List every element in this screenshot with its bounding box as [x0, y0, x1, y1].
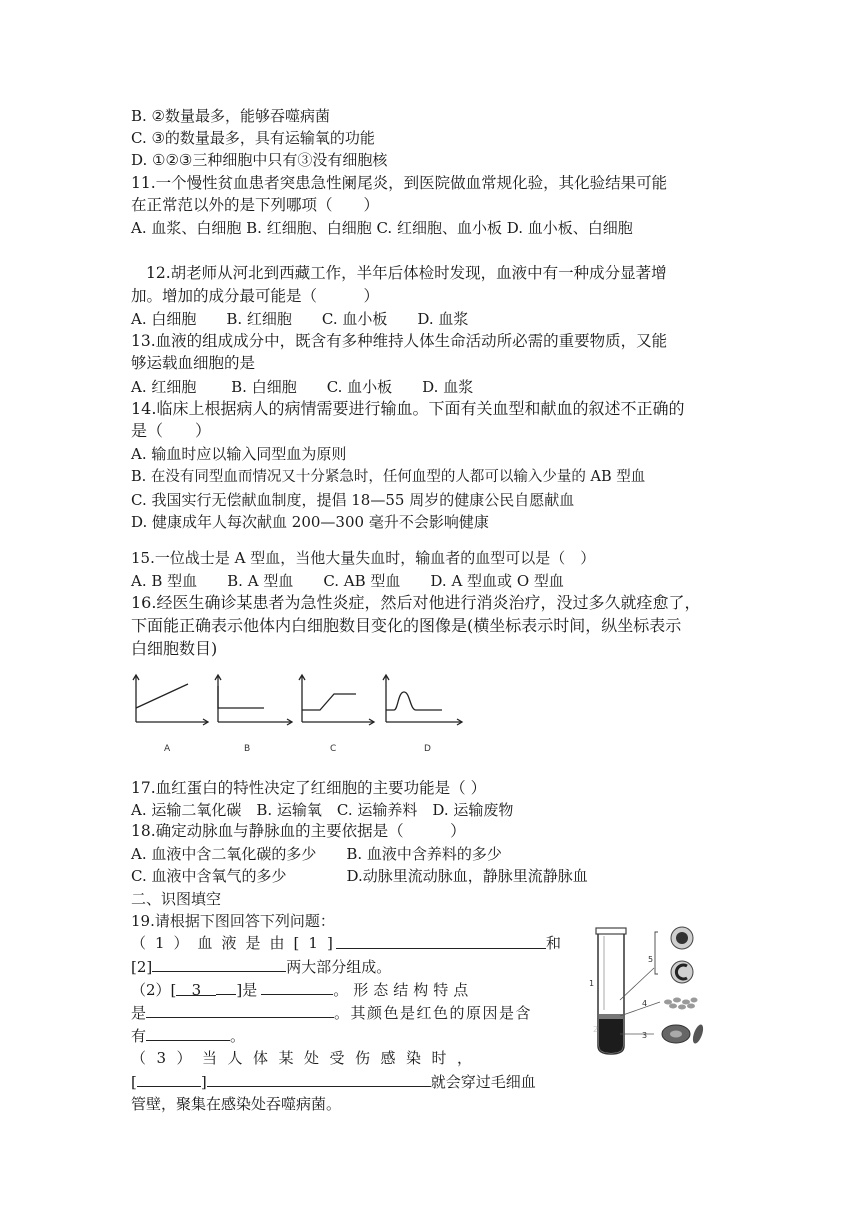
question-14-stem-cont: 是（ ） — [131, 421, 212, 440]
question-18-options-ab: A. 血液中含二氧化碳的多少 B. 血液中含养料的多少 — [131, 845, 502, 863]
question-15-stem: 15.一位战士是 A 型血，当他大量失血时，输血者的血型可以是（ ） — [131, 549, 596, 567]
q19-part2-period: 。 — [230, 1027, 246, 1045]
q19-part1-line2 — [131, 955, 391, 978]
answer-blank-1[interactable] — [336, 932, 546, 949]
graph-label-a: A — [164, 744, 171, 754]
q19-part1-line1 — [131, 932, 561, 954]
question-17-options: A. 运输二氧化碳 B. 运输氧 C. 运输养料 D. 运输废物 — [131, 801, 514, 819]
question-11-stem: 11.一个慢性贫血患者突患急性阑尾炎，到医院做血常规化验，其化验结果可能 — [131, 174, 668, 192]
q19-part2-line1 — [131, 978, 561, 1001]
question-19-stem: 19.请根据下图回答下列问题： — [131, 912, 335, 930]
q19-part3-line3: 管壁，聚集在感染处吞噬病菌。 — [131, 1095, 342, 1113]
graph-label-c: C — [330, 744, 337, 754]
q19-part1-and: 和 — [545, 934, 561, 952]
label-1: 1 — [589, 979, 595, 988]
q19-part2-line3 — [131, 1024, 245, 1047]
question-17-stem: 17.血红蛋白的特性决定了红细胞的主要功能是（ ） — [131, 779, 487, 797]
answer-blank-6[interactable] — [146, 1024, 230, 1041]
answer-blank-4[interactable] — [261, 978, 333, 995]
graph-b — [212, 672, 294, 728]
section-heading: 二、识图填空 — [131, 890, 222, 908]
q19-part1-label2: [2] — [131, 958, 153, 976]
q19-part2-bracket-underline — [216, 978, 236, 995]
question-16-stem: 16.经医生确诊某患者为急性炎症，然后对他进行消炎治疗，没过多久就痊愈了， — [131, 593, 701, 612]
q19-part3-line1 — [131, 1047, 483, 1069]
question-18-options-cd: C. 血液中含氧气的多少 D.动脉里流动脉血，静脉里流静脉血 — [131, 867, 588, 885]
q19-part2-color: 。其颜色是红色的原因是含 — [334, 1004, 533, 1022]
label-2: 2 — [593, 1025, 599, 1034]
option-d-line: D. ①②③三种细胞中只有③没有细胞核 — [131, 151, 388, 169]
option-b-line: B. ②数量最多，能够吞噬病菌 — [131, 107, 331, 125]
question-12-options: A. 白细胞 B. 红细胞 C. 血小板 D. 血浆 — [131, 310, 469, 328]
q19-part3-line2 — [131, 1070, 536, 1093]
question-16-stem-end: 白细胞数目) — [131, 639, 218, 658]
q19-part3-close: ] — [200, 1073, 207, 1091]
q19-part3-open: [ — [131, 1073, 137, 1091]
q19-part2-line2 — [131, 1001, 532, 1024]
label-3: 3 — [642, 1031, 648, 1040]
q19-part2-is2: 是 — [131, 1004, 147, 1022]
question-14-option-a: A. 输血时应以输入同型血为原则 — [131, 445, 347, 463]
answer-blank-5[interactable] — [146, 1001, 334, 1018]
option-c-line: C. ③的数量最多，具有运输氧的功能 — [131, 129, 375, 147]
question-14-option-c: C. 我国实行无偿献血制度，提倡 18—55 周岁的健康公民自愿献血 — [131, 491, 575, 509]
graph-a — [128, 672, 210, 728]
answer-blank-8[interactable] — [207, 1070, 431, 1087]
q19-part2-have: 有 — [131, 1027, 147, 1045]
question-11-options: A. 血浆、白细胞 B. 红细胞、白细胞 C. 红细胞、血小板 D. 血小板、白细胞 — [131, 219, 633, 237]
q19-part1-text: （1）血液是由[1] — [131, 934, 342, 952]
blood-tube-figure — [584, 922, 730, 1062]
label-5: 5 — [648, 955, 654, 964]
graph-label-b: B — [244, 744, 251, 754]
graph-c — [294, 672, 376, 728]
q19-part2-morph: 。形态结构特点 — [333, 981, 474, 999]
question-13-stem: 13.血液的组成成分中，既含有多种维持人体生命活动所必需的重要物质，又能 — [131, 332, 668, 350]
question-12-stem: 12.胡老师从河北到西藏工作，半年后体检时发现，血液中有一种成分显著增 — [146, 264, 667, 282]
q19-part3-pass: 就会穿过毛细血 — [430, 1073, 536, 1091]
question-13-options: A. 红细胞 B. 白细胞 C. 血小板 D. 血浆 — [131, 378, 474, 396]
question-14-option-d: D. 健康成年人每次献血 200—300 毫升不会影响健康 — [131, 513, 489, 531]
q19-part1-end: 两大部分组成。 — [286, 958, 392, 976]
question-18-stem: 18.确定动脉血与静脉血的主要依据是（ ） — [131, 822, 466, 840]
question-15-options: A. B 型血 B. A 型血 C. AB 型血 D. A 型血或 O 型血 — [131, 572, 564, 590]
q19-part3-text: （3）当人体某处受伤感染时， — [131, 1049, 483, 1067]
question-11-stem-cont: 在正常范以外的是下列哪项（ ） — [131, 196, 380, 214]
question-14-option-b: B. 在没有同型血而情况又十分紧急时，任何血型的人都可以输入少量的 AB 型血 — [131, 469, 646, 485]
q19-part2-open: （2）[ — [131, 981, 177, 999]
label-4: 4 — [642, 999, 648, 1008]
question-12-stem-cont: 加。增加的成分最可能是（ ） — [131, 287, 380, 305]
answer-blank-3[interactable]: 3 — [176, 979, 216, 996]
q19-part2-is: ]是 — [236, 981, 258, 999]
answer-blank-2[interactable] — [152, 955, 286, 972]
question-14-stem: 14.临床上根据病人的病情需要进行输血。下面有关血型和献血的叙述不正确的 — [131, 399, 685, 418]
graph-label-d: D — [424, 744, 431, 754]
question-13-stem-cont: 够运载血细胞的是 — [131, 354, 256, 372]
answer-blank-7[interactable] — [137, 1070, 201, 1087]
question-16-stem-cont: 下面能正确表示他体内白细胞数目变化的图像是(横坐标表示时间，纵坐标表示 — [131, 616, 682, 635]
graph-d — [380, 672, 464, 728]
